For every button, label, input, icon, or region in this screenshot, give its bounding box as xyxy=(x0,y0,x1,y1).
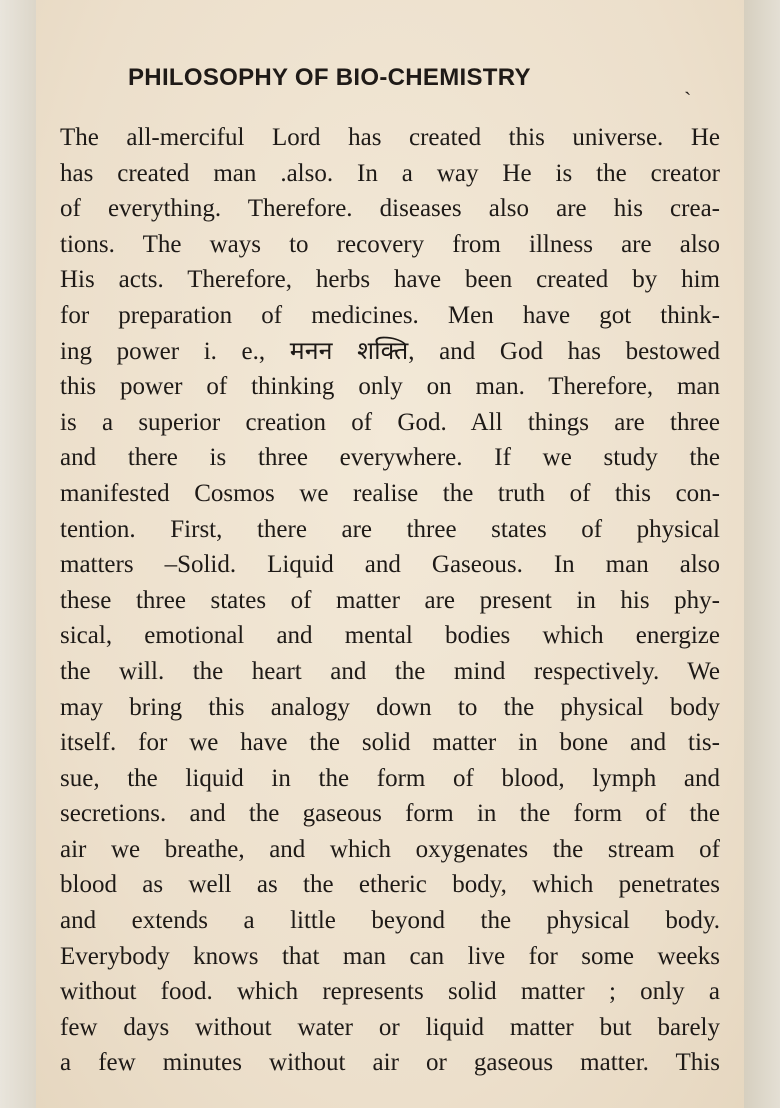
text-line: blood as well as the etheric body, which penetrates xyxy=(60,871,720,899)
text-line: and extends a little beyond the physical body. xyxy=(60,907,720,935)
book-page xyxy=(36,0,744,1108)
text-line: is a superior creation of God. All things are three xyxy=(60,408,720,436)
text-line: The all-merciful Lord has created this universe. He xyxy=(60,124,720,151)
page-corner-mark: ˎ xyxy=(684,70,692,95)
text-line: Everybody knows that man can live for some weeks xyxy=(60,942,720,970)
text-line: manifested Cosmos we realise the truth of this con- xyxy=(60,479,720,507)
text-line: sue, the liquid in the form of blood, lymph and xyxy=(60,764,720,792)
text-line: for preparation of medicines. Men have got think- xyxy=(60,301,720,329)
text-line: may bring this analogy down to the physical body xyxy=(60,693,720,721)
text-line: tention. First, there are three states of physical xyxy=(60,515,720,543)
scan-margin-right xyxy=(744,0,780,1108)
running-head: PHILOSOPHY OF BIO-CHEMISTRY xyxy=(128,64,531,91)
text-line: sical, emotional and mental bodies which energize xyxy=(60,622,720,650)
text-line: and there is three everywhere. If we study the xyxy=(60,444,720,472)
body-paragraph xyxy=(60,120,720,1081)
text-line: without food. which represents solid matter ; only a xyxy=(60,978,720,1006)
text-line: this power of thinking only on man. Therefore, man xyxy=(60,373,720,401)
text-line: His acts. Therefore, herbs have been created by him xyxy=(60,266,720,294)
text-line: air we breathe, and which oxygenates the stream of xyxy=(60,835,720,863)
text-line: the will. the heart and the mind respectively. We xyxy=(60,657,720,685)
text-line: ing power i. e., मनन शक्ति, and God has bestowed xyxy=(60,337,720,365)
text-line: of everything. Therefore. diseases also are his crea- xyxy=(60,195,720,223)
text-line: these three states of matter are present in his phy- xyxy=(60,586,720,614)
text-line: few days without water or liquid matter but barely xyxy=(60,1013,720,1041)
scan-margin-left xyxy=(0,0,36,1108)
text-line: secretions. and the gaseous form in the form of the xyxy=(60,800,720,828)
text-line: matters –Solid. Liquid and Gaseous. In man also xyxy=(60,551,720,579)
text-line: has created man .also. In a way He is the creator xyxy=(60,159,720,187)
text-line: tions. The ways to recovery from illness are also xyxy=(60,230,720,258)
text-line: itself. for we have the solid matter in bone and tis- xyxy=(60,729,720,757)
text-line: a few minutes without air or gaseous matter. This xyxy=(60,1049,720,1077)
